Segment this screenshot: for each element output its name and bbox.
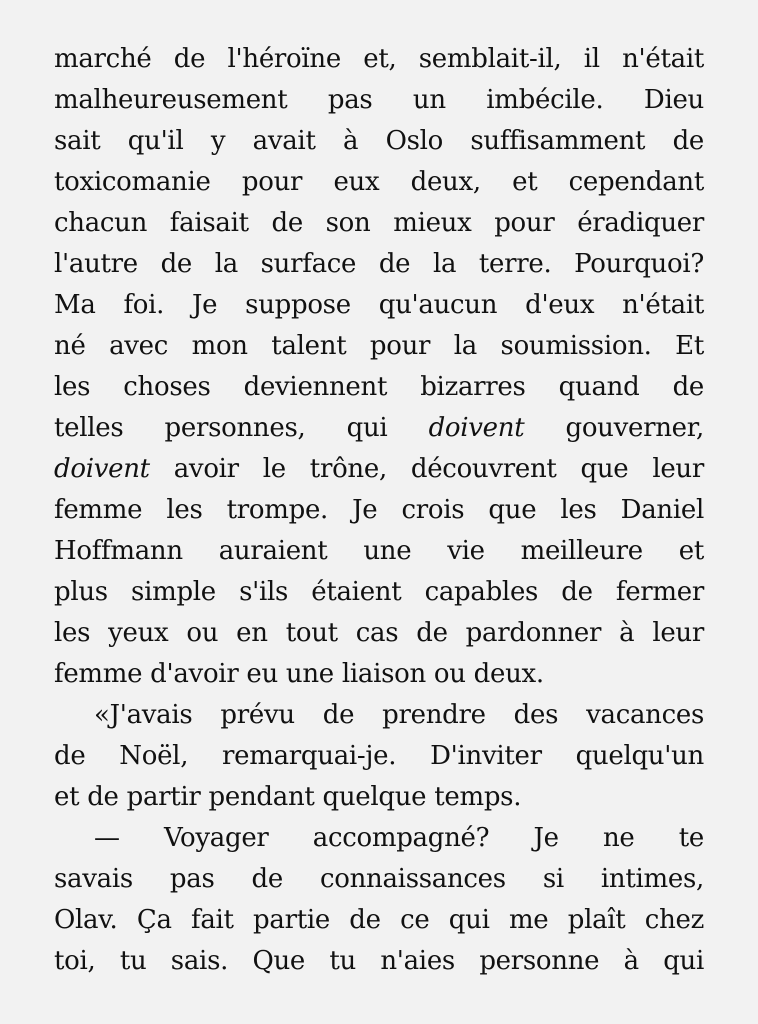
text-line <box>54 736 704 777</box>
text-segment: de Noël, remarquai-je. D'inviter quelqu'un <box>54 741 704 771</box>
text-segment: toi, tu sais. Que tu n'aies personne à qui <box>54 946 704 976</box>
paragraph-first-line <box>54 695 704 736</box>
emphasis-text: doivent <box>428 413 525 443</box>
text-line <box>54 490 704 531</box>
text-line <box>54 654 704 695</box>
text-line <box>54 531 704 572</box>
text-line <box>54 326 704 367</box>
text-segment: toxicomanie pour eux deux, et cependant <box>54 167 704 197</box>
text-line <box>54 613 704 654</box>
text-segment: chacun faisait de son mieux pour éradiquer <box>54 208 704 238</box>
text-line <box>54 121 704 162</box>
text-segment: malheureusement pas un imbécile. Dieu <box>54 85 704 115</box>
text-segment: «J'avais prévu de prendre des vacances <box>94 700 704 730</box>
text-segment: les yeux ou en tout cas de pardonner à leur <box>54 618 704 648</box>
text-segment: sait qu'il y avait à Oslo suffisamment de <box>54 126 704 156</box>
text-body <box>54 39 704 982</box>
text-line <box>54 941 704 982</box>
text-segment: Ma foi. Je suppose qu'aucun d'eux n'était <box>54 290 704 320</box>
text-segment: marché de l'héroïne et, semblait-il, il n'était <box>54 44 704 74</box>
text-line <box>54 859 704 900</box>
text-segment: et de partir pendant quelque temps. <box>54 782 522 812</box>
text-line <box>54 408 704 449</box>
text-segment: Olav. Ça fait partie de ce qui me plaît chez <box>54 905 704 935</box>
text-line <box>54 244 704 285</box>
text-segment: — Voyager accompagné? Je ne te <box>94 823 704 853</box>
text-segment: avoir le trône, découvrent que leur <box>149 454 704 484</box>
text-segment: plus simple s'ils étaient capables de fermer <box>54 577 704 607</box>
emphasis-text: doivent <box>54 454 150 484</box>
text-line <box>54 449 704 490</box>
text-line <box>54 285 704 326</box>
text-segment: l'autre de la surface de la terre. Pourquoi? <box>54 249 704 279</box>
text-line <box>54 900 704 941</box>
text-segment: né avec mon talent pour la soumission. Et <box>54 331 704 361</box>
text-line <box>54 80 704 121</box>
text-line <box>54 162 704 203</box>
text-segment: femme d'avoir eu une liaison ou deux. <box>54 659 544 689</box>
text-line <box>54 203 704 244</box>
text-segment: savais pas de connaissances si intimes, <box>54 864 704 894</box>
text-segment: telles personnes, qui <box>54 413 429 443</box>
paragraph-first-line <box>54 818 704 859</box>
text-segment: Hoffmann auraient une vie meilleure et <box>54 536 704 566</box>
ebook-page <box>54 39 704 982</box>
text-line <box>54 777 704 818</box>
text-segment: les choses deviennent bizarres quand de <box>54 372 704 402</box>
text-segment: femme les trompe. Je crois que les Daniel <box>54 495 704 525</box>
text-line <box>54 572 704 613</box>
text-line <box>54 367 704 408</box>
text-segment: gouverner, <box>524 413 704 443</box>
text-line <box>54 39 704 80</box>
